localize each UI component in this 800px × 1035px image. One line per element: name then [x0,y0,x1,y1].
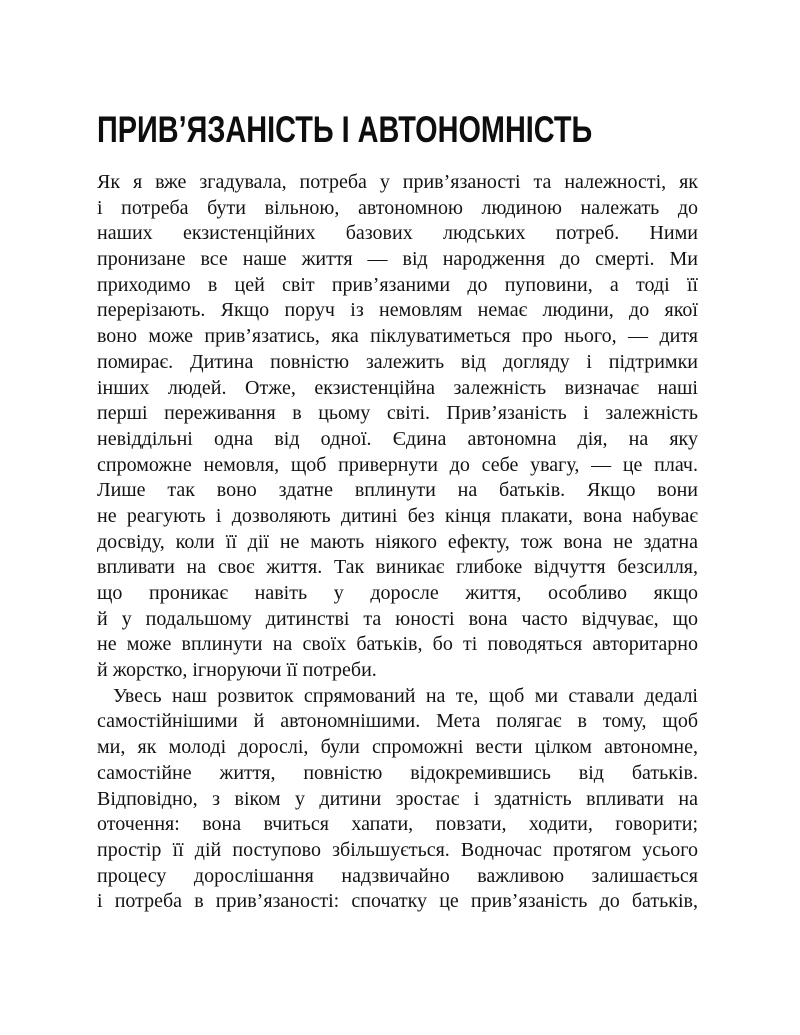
text-line: Як я вже згадувала, потреба у прив’язаності та належності, як [97,171,698,193]
text-line: простір її дій поступово збільшується. Водночас протягом усього [97,838,698,861]
text-line: оточення: вона вчиться хапати, повзати, ходити, говорити; [97,813,698,836]
paragraph [97,684,698,915]
text-line: Увесь наш розвиток спрямований на те, щоб ми ставали дедалі [113,684,698,707]
text-line: спроможне немовля, щоб привернути до себе увагу, — це плач. [97,453,698,476]
text-line: й у подальшому дитинстві та юності вона часто відчуває, що [97,607,698,630]
text-line: ми, як молоді дорослі, були спроможні вести цілком автономне, [97,736,698,759]
text-line: приходимо в цей світ прив’язаними до пуповини, а тоді її [97,273,698,296]
text-line: самостійне життя, повністю відокремившись від батьків. [97,761,698,784]
text-line: й жорстко, ігноруючи її потреби. [97,659,377,682]
text-line: самостійнішими й автономнішими. Мета полягає в тому, щоб [97,710,698,733]
text-line: невіддільні одна від одної. Єдина автономна дія, на яку [97,427,698,450]
text-line: впливати на своє життя. Так виникає глибоке відчуття безсилля, [97,556,698,579]
text-line: воно може прив’язатись, яка піклуватиметься про нього, — дитя [97,325,698,348]
text-line: і потреба в прив’язаності: спочатку це прив’язаність до батьків, [97,890,698,913]
text-line: не реагують і дозволяють дитині без кінця плакати, вона набуває [97,504,698,527]
text-line: процесу дорослішання надзвичайно важливою залишається [97,864,698,887]
body-text [97,170,698,915]
page-title: ПРИВ’ЯЗАНІСТЬ І АВТОНОМНІСТЬ [97,109,593,150]
text-line: пронизане все наше життя — від народження до смерті. Ми [97,248,698,271]
text-line: наших екзистенційних базових людських потреб. Ними [97,222,698,245]
text-line: помирає. Дитина повністю залежить від догляду і підтримки [97,350,698,373]
paragraph [97,170,698,684]
text-line: перерізають. Якщо поруч із немовлям немає людини, до якої [97,299,698,322]
text-line: Лише так воно здатне вплинути на батьків. Якщо вони [97,479,698,502]
text-line: перші переживання в цьому світі. Прив’язаність і залежність [97,402,698,425]
text-line: що проникає навіть у доросле життя, особливо якщо [97,582,698,604]
text-line: досвіду, коли її дії не мають ніякого ефекту, тож вона не здатна [97,530,698,553]
text-line: і потреба бути вільною, автономною людиною належать до [97,196,698,219]
text-line: інших людей. Отже, екзистенційна залежність визначає наші [97,376,698,399]
text-line: не може вплинути на своїх батьків, бо ті поводяться авторитарно [97,633,698,656]
text-line: Відповідно, з віком у дитини зростає і здатність впливати на [97,787,698,810]
